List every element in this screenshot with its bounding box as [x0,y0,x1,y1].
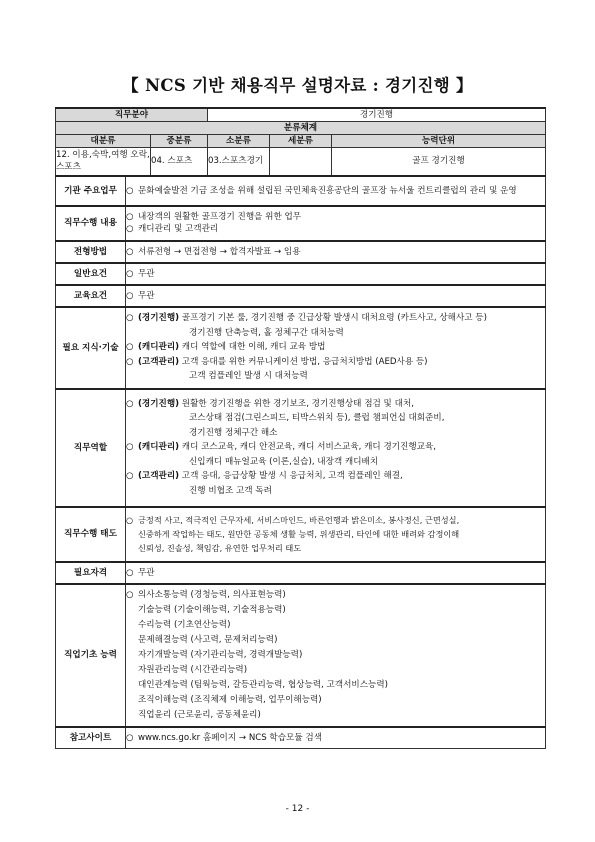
basic-item: 문제해결능력 (사고력, 문제처리능력) [138,634,278,645]
attitude-label: 직무수행 태도 [56,507,126,562]
header-detail: 세분류 [270,135,332,148]
role-item: ○ (고객관리) 고객 응대, 응급상황 발생 시 응급처치, 고객 컴플레인 해결, [126,471,403,482]
basic-item: 자원관리능력 (시간관리능력) [138,664,248,675]
attitude-item: ○ 긍정적 사고, 적극적인 근무자세, 서비스마인드, 바른언행과 밝은미소, 봉사정신, 근면성실, [126,515,460,525]
perform-label: 직무수행 내용 [56,206,126,241]
classification-system-label: 분류체계 [56,122,546,135]
class-minor: 03.스포츠경기 [208,148,270,176]
page-title: 【 NCS 기반 채용직무 설명자료 : 경기진행 】 [122,76,473,95]
org-duty-label: 기관 주요업무 [56,176,126,206]
header-minor: 소분류 [208,135,270,148]
basic-item: 자기개발능력 (자기관리능력, 경력개발능력) [138,649,303,660]
perform-item: ○ 내장객의 원활한 골프경기 진행을 위한 업무 [126,212,302,222]
role-item: ○ (캐디관리) 캐디 코스교육, 캐디 안전교육, 캐디 서비스교육, 캐디 경기진행교육, [126,442,436,453]
education-label: 교육요건 [56,285,126,307]
class-major: 12. 이용,숙박,여행 오락,스포츠 [56,148,151,176]
education-text: 무관 [138,290,155,301]
job-field-label: 직무분야 [56,108,208,122]
class-unit: 골프 경기진행 [332,148,546,176]
perform-item: ○ 캐디관리 및 고객관리 [126,224,219,234]
knowledge-item: ○ (캐디관리) 캐디 역할에 대한 이해, 캐디 교육 방법 [126,342,326,353]
class-detail [270,148,332,176]
role-item: ○ (경기진행) 원활한 경기진행을 위한 경기보조, 경기진행상태 점검 및 대처, [126,398,414,409]
header-unit: 능력단위 [332,135,546,148]
qual-label: 필요자격 [56,562,126,584]
basic-item: 수리능력 (기초연산능력) [138,619,231,630]
qual-text: 무관 [138,567,155,578]
basic-label: 직업기초 능력 [56,584,126,727]
page-number: - 12 - [285,804,310,814]
general-text: 무관 [138,268,155,279]
bullet-icon: ○ [126,185,134,196]
general-label: 일반요건 [56,263,126,285]
basic-item: ○ 의사소통능력 (경청능력, 의사표현능력) [126,589,286,600]
ref-label: 참고사이트 [56,727,126,749]
basic-item: 기술능력 (기술이해능력, 기술적용능력) [138,604,286,615]
basic-item: 직업윤리 (근로윤리, 공동체윤리) [138,709,261,720]
header-major: 대분류 [56,135,151,148]
basic-item: 조직이해능력 (조직체제 이해능력, 업무이해능력) [138,694,322,705]
org-duty-text: 문화예술발전 기금 조성을 위해 설립된 국민체육진흥공단의 골프장 뉴서울 컨트리클럽의 관리 및 운영 [138,185,517,196]
basic-item: 대인관계능력 (팀웍능력, 갈등관리능력, 협상능력, 고객서비스능력) [138,679,388,690]
selection-text: 서류전형 → 면접전형 → 합격자발표 → 임용 [138,246,301,257]
job-description-table: 직무분야 경기진행 분류체계 대분류 중분류 소분류 세분류 능력단위 12. 이용,숙박,여행 오락,스포츠 04. 스포츠 03.스포츠경기 골프 경기진행 기관 주요업무 ○ 문화예술발전 기금 조성을 위해 설립된 국민체육진흥공단의 골프장 뉴서울 컨트리클럽의 관리 및 운영 직무수행 내용 ○ 내장객의 원활한 골프경기 진행을 위한 업무 ○ 캐디관리 및 고객관리 전형방법 ○ 서류전형 → 면접전형 → 합격자발표 → 임용 일반요건 ○ 무관 교육요건 ○ 무관 필요 지식·기술 ○ (경기진행) 골프경기 기본 룰, 경기진행 중 긴급상황 발생시 대처요령 (카트사고, 상해사고 등) 경기진행 단축능력, 홀 정체구간 대처능력 ○ (캐디관리) 캐디 역할에 대한 이해, 캐디 교육 방법 ○ (고객관리) 고객 응대를 위한 커뮤니케이션 방법, 응급처치방법 (AED사용 등) 고객 컴플레인 발생 시 대처능력 직무역할 ○ (경기진행) 원활한 경기진행을 위한 경기보조, 경기진행상태 점검 및 대처, 코스상태 점검(그린스피드, 티박스위치 등), 클럽 챔피언십 대회준비, 경기진행 정체구간 해소 ○ (캐디관리) 캐디 코스교육, 캐디 안전교육, 캐디 서비스교육, 캐디 경기진행교육, 신입캐디 매뉴얼교육 (이론,실습), 내장객 캐디배치 ○ (고객관리) 고객 응대, 응급상황 발생 시 응급처치, 고객 컴플레인 해결, 진행 비협조 고객 독려 직무수행 태도 ○ 긍정적 사고, 적극적인 근무자세, 서비스마인드, 바른언행과 밝은미소, 봉사정신, 근면성실, 신중하게 작업하는 태도, 원만한 공동체 생활 능력, 위생관리, 타인에 대한 배려와 감정이해 신뢰성, 진솔성, 책임감, 유연한 업무처리 태도 필요자격 ○ 무관 직업기초 능력 ○ 의사소통능력 (경청능력, 의사표현능력) 기술능력 (기술이해능력, 기술적용능력) 수리능력 (기초연산능력) 문제해결능력 (사고력, 문제처리능력) 자기개발능력 (자기관리능력, 경력개발능력) 자원관리능력 (시간관리능력) 대인관계능력 (팀웍능력, 갈등관리능력, 협상능력, 고객서비스능력) 조직이해능력 (조직체제 이해능력, 업무이해능력) 직업윤리 (근로윤리, 공동체윤리) 참고사이트 ○ www.ncs.go.kr 홈페이지 → NCS 학습모듈 검색 [55,107,546,749]
role-label: 직무역할 [56,389,126,507]
knowledge-label: 필요 지식·기술 [56,307,126,389]
header-middle: 중분류 [151,135,208,148]
job-field-value: 경기진행 [208,108,546,122]
ref-link[interactable]: www.ncs.go.kr 홈페이지 → NCS 학습모듈 검색 [138,732,322,743]
knowledge-item: ○ (고객관리) 고객 응대를 위한 커뮤니케이션 방법, 응급처치방법 (AED사용 등) [126,356,428,367]
selection-label: 전형방법 [56,241,126,263]
class-middle: 04. 스포츠 [151,148,208,176]
knowledge-item: ○ (경기진행) 골프경기 기본 룰, 경기진행 중 긴급상황 발생시 대처요령 (카트사고, 상해사고 등) [126,313,487,324]
